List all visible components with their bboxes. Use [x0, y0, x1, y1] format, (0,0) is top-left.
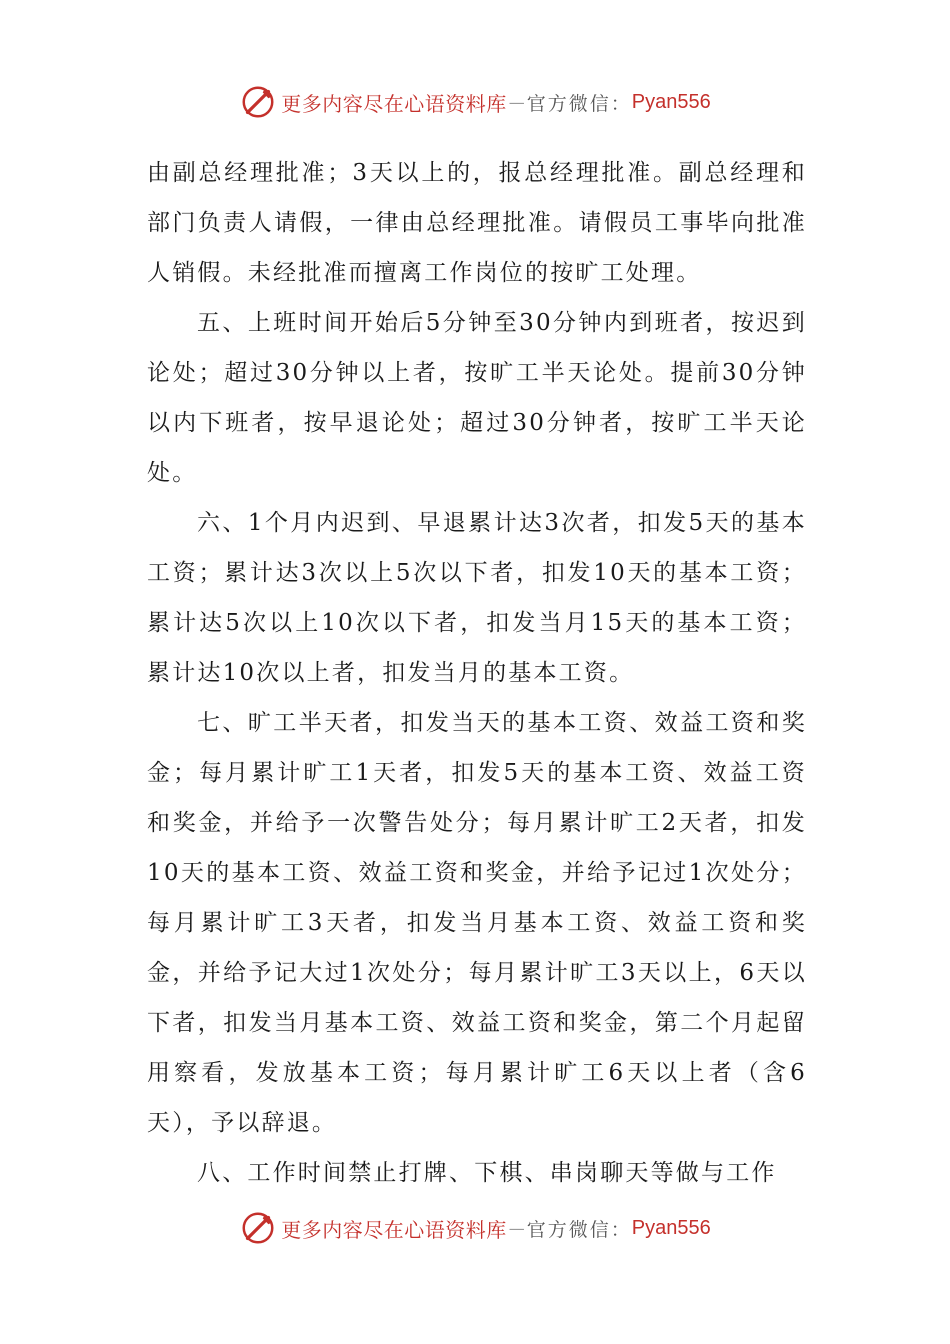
banner-wechat-label: 官方微信： [526, 1218, 632, 1241]
banner-title: 更多内容尽在心语资料库 [281, 91, 507, 116]
banner-wechat-id: Pyan556 [631, 1216, 711, 1239]
banner-dash: — [508, 92, 525, 112]
document-body [147, 148, 807, 1198]
paragraph-item-6: 六、1个月内迟到、早退累计达3次者，扣发5天的基本工资；累计达3次以上5次以下者，扣发10天的基本工资；累计达5次以上10次以下者，扣发当月15天的基本工资；累计达10次以上者，扣发当月的基本工资。 [147, 510, 807, 686]
banner-dash: — [508, 1218, 525, 1238]
pen-logo-icon [239, 1209, 277, 1247]
footer-banner [0, 1206, 950, 1250]
paragraph-item-5: 五、上班时间开始后5分钟至30分钟内到班者，按迟到论处；超过30分钟以上者，按旷工半天论处。提前30分钟以内下班者，按早退论处；超过30分钟者，按旷工半天论处。 [147, 310, 807, 486]
paragraph-item-8: 八、工作时间禁止打牌、下棋、串岗聊天等做与工作 [197, 1160, 777, 1186]
paragraph-continued: 由副总经理批准；3天以上的，报总经理批准。副总经理和部门负责人请假，一律由总经理批准。请假员工事毕向批准人销假。未经批准而擅离工作岗位的按旷工处理。 [147, 160, 807, 286]
banner-title: 更多内容尽在心语资料库 [281, 1217, 507, 1242]
banner-wechat-label: 官方微信： [526, 92, 632, 115]
pen-logo-icon [239, 83, 277, 121]
header-banner [0, 80, 950, 124]
banner-wechat-id: Pyan556 [631, 90, 711, 113]
paragraph-item-7: 七、旷工半天者，扣发当天的基本工资、效益工资和奖金；每月累计旷工1天者，扣发5天的基本工资、效益工资和奖金，并给予一次警告处分；每月累计旷工2天者，扣发10天的基本工资、效益工资和奖金，并给予记过1次处分；每月累计旷工3天者，扣发当月基本工资、效益工资和奖金，并给予记大过1次处分；每月累计旷工3天以上，6天以下者，扣发当月基本工资、效益工资和奖金，第二个月起留用察看，发放基本工资；每月累计旷工6天以上者（含6天），予以辞退。 [147, 710, 807, 1136]
